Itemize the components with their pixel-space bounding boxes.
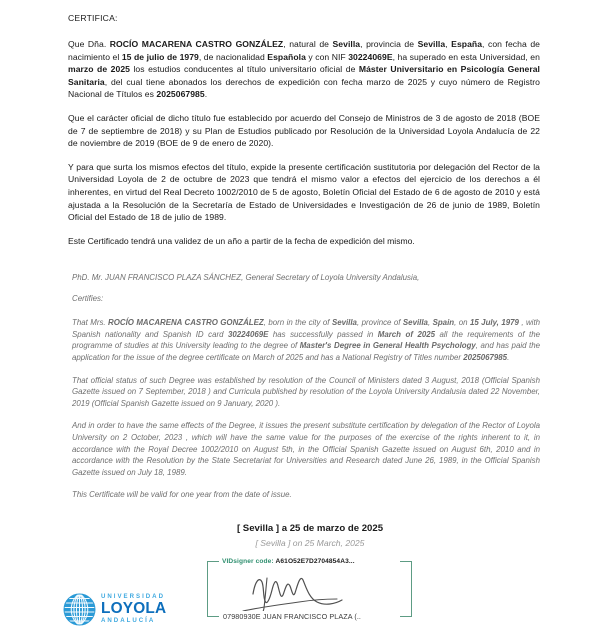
en-student-name: ROCÍO MACARENA CASTRO GONZÁLEZ — [108, 318, 264, 328]
es-student-name: ROCÍO MACARENA CASTRO GONZÁLEZ — [109, 39, 284, 49]
es-p1-t5: , de nacionalidad — [198, 51, 268, 62]
es-province: Sevilla — [417, 39, 446, 49]
logo-main-text: LOYOLA — [101, 600, 167, 617]
es-p1-t10: . — [204, 89, 208, 100]
en-signatory-role: , General Secretary of Loyola University Andalusia, — [241, 273, 420, 282]
es-p1-t7: , ha superado en esta Universidad, en — [392, 51, 540, 62]
vidsigner-code-label: VIDsigner code: — [222, 558, 274, 565]
es-p1-t4: , con fecha de nacimiento el — [68, 39, 540, 62]
es-nif: 30224069E — [348, 51, 393, 62]
es-p1-prefix: Que Dña. — [68, 39, 110, 49]
es-registry-number: 2025067985 — [156, 89, 205, 100]
en-p1-t6: has successfully passed in — [268, 329, 378, 339]
en-p1-t2: , province of — [356, 318, 403, 328]
english-validity-note: This Certificate will be valid for one year from the date of issue. — [72, 490, 292, 500]
es-p1-t9: , del cual tiene abonados los derechos de expedición con fecha marzo de 2025 y cuyo número de Registro Nacional de Títulos es — [68, 76, 540, 100]
spanish-section — [68, 12, 540, 247]
spanish-validity-note: Este Certificado tendrá una validez de un año a partir de la fecha de expedición del mismo. — [68, 235, 415, 246]
loyola-university-logo — [63, 589, 183, 631]
signature-corner-bottom-right — [399, 604, 412, 617]
logo-wordmark — [101, 593, 183, 625]
es-nationality: Española — [267, 51, 306, 62]
en-city: Sevilla — [331, 318, 357, 328]
en-province: Sevilla — [402, 318, 428, 328]
english-signatory-line — [72, 272, 540, 284]
date-english: [ Sevilla ] on 25 March, 2025 — [255, 538, 365, 548]
certifica-heading: CERTIFICA: — [68, 13, 118, 23]
en-completion-date: March of 2025 — [377, 329, 435, 339]
signature-code-label-row — [219, 556, 400, 567]
es-completion-date: marzo de 2025 — [68, 64, 130, 75]
english-paragraph-1 — [72, 317, 540, 363]
english-paragraph-3: And in order to have the same effects of the Degree, it issues the present substitute certification by delegation of the Rector of Loyola University on 2 October, 2023 , which will have the same value for the purposes of the exercise of the rights inherent to it, in accordance with the Royal Decree 1002/2010 on August 5th, in the Official Spanish Gazette issued on August 6th, 2010 and in accordance with the Resolution by the State Secretariat for Universities and Research dated June 26, 1989, in the Official Spanish Gazette issued on July 18, 1989. — [72, 421, 540, 477]
en-degree-name: Master's Degree in General Health Psychology — [299, 341, 476, 351]
spanish-paragraph-1 — [68, 38, 540, 101]
en-signatory-name: JUAN FRANCISCO PLAZA SÁNCHEZ — [105, 273, 242, 282]
globe-icon — [63, 593, 96, 626]
en-p1-t4: , on — [454, 318, 470, 328]
en-country: Spain — [432, 318, 455, 328]
es-p1-t6: y con NIF — [305, 51, 349, 62]
en-p1-t7: all the requirements of the programme of studies at this University leading to the degree of — [72, 329, 540, 351]
signature-corner-top-right — [399, 561, 412, 574]
en-p1-prefix: That Mrs. — [72, 318, 109, 328]
vidsigner-signer-name: 07980930E JUAN FRANCISCO PLAZA (.. — [219, 611, 400, 623]
en-registry-number: 2025067985 — [463, 352, 508, 362]
es-p1-t1: , natural de — [283, 39, 333, 49]
logo-top-text: UNIVERSIDAD — [101, 593, 165, 600]
es-p1-t2: , provincia de — [360, 39, 418, 49]
en-id-card: 30224069E — [228, 329, 269, 339]
english-paragraph-2: That official status of such Degree was established by resolution of the Council of Ministers dated 3 August, 2018 (Official Spanish Gazette issued on 7 September, 2018 ) and Curricula published by resolution of the Loyola University Andalusia dated 22 November, 2019 (Official Spanish Gazette issued on 9 January, 2020 ). — [72, 375, 540, 408]
en-birth-date: 15 July, 1979 — [469, 318, 519, 328]
en-p1-t9: . — [507, 352, 510, 362]
date-spanish: [ Sevilla ] a 25 de marzo de 2025 — [236, 523, 384, 534]
es-birth-date: 15 de julio de 1979 — [121, 51, 199, 62]
spanish-paragraph-2: Que el carácter oficial de dicho título fue establecido por acuerdo del Consejo de Ministros de 3 de agosto de 2018 (BOE de 7 de septiembre de 2018) y su Plan de Estudios publicado por Resolución de la Universidad Loyola Andalucía de 22 de noviembre de 2019 (BOE de 9 de enero de 2020). — [68, 112, 540, 149]
en-p1-t1: , born in the city of — [263, 318, 332, 328]
en-p1-t5: , with Spanish nationality and Spanish ID card — [72, 318, 541, 339]
es-p1-t8: los estudios conducentes al título universitario oficial de — [129, 64, 359, 75]
en-p1-t3: , — [427, 318, 433, 328]
es-country: España — [451, 39, 483, 49]
es-degree-name: Máster Universitario en Psicología General Sanitaria — [68, 64, 540, 87]
date-block — [155, 522, 465, 550]
vidsigner-code-value: A61O52E7D2704854A3... — [275, 558, 355, 565]
en-p1-t8: , and has paid the application for the issue of the degree certificate on March of 2025 and has a National Registry of Titles number — [72, 341, 541, 362]
es-p1-t3: , — [445, 39, 452, 49]
vidsigner-signature-box — [207, 556, 412, 625]
english-certifies-heading: Certifies: — [72, 293, 104, 303]
english-section — [72, 272, 540, 512]
es-city: Sevilla — [332, 39, 361, 49]
en-signatory-title: PhD. Mr. — [72, 273, 106, 282]
handwritten-signature-icon — [237, 568, 387, 616]
logo-bottom-text: ANDALUCÍA — [101, 617, 156, 624]
spanish-paragraph-3: Y para que surta los mismos efectos del título, expide la presente certificación sustitutoria por delegación del Rector de la Universidad Loyola de 2 de octubre de 2023 que tendrá el mismo valor a efectos del ejercicio de los derechos a él inherentes, en virtud del Real Decreto 1002/2010 de 5 de agosto, Boletín Oficial del Estado de 6 de agosto de 2010 y está ajustada a la Resolución de la Secretaría de Estado de Universidades e Investigación de 26 de junio de 1989, Boletín Oficial del Estado de 18 de julio de 1989. — [68, 161, 540, 223]
